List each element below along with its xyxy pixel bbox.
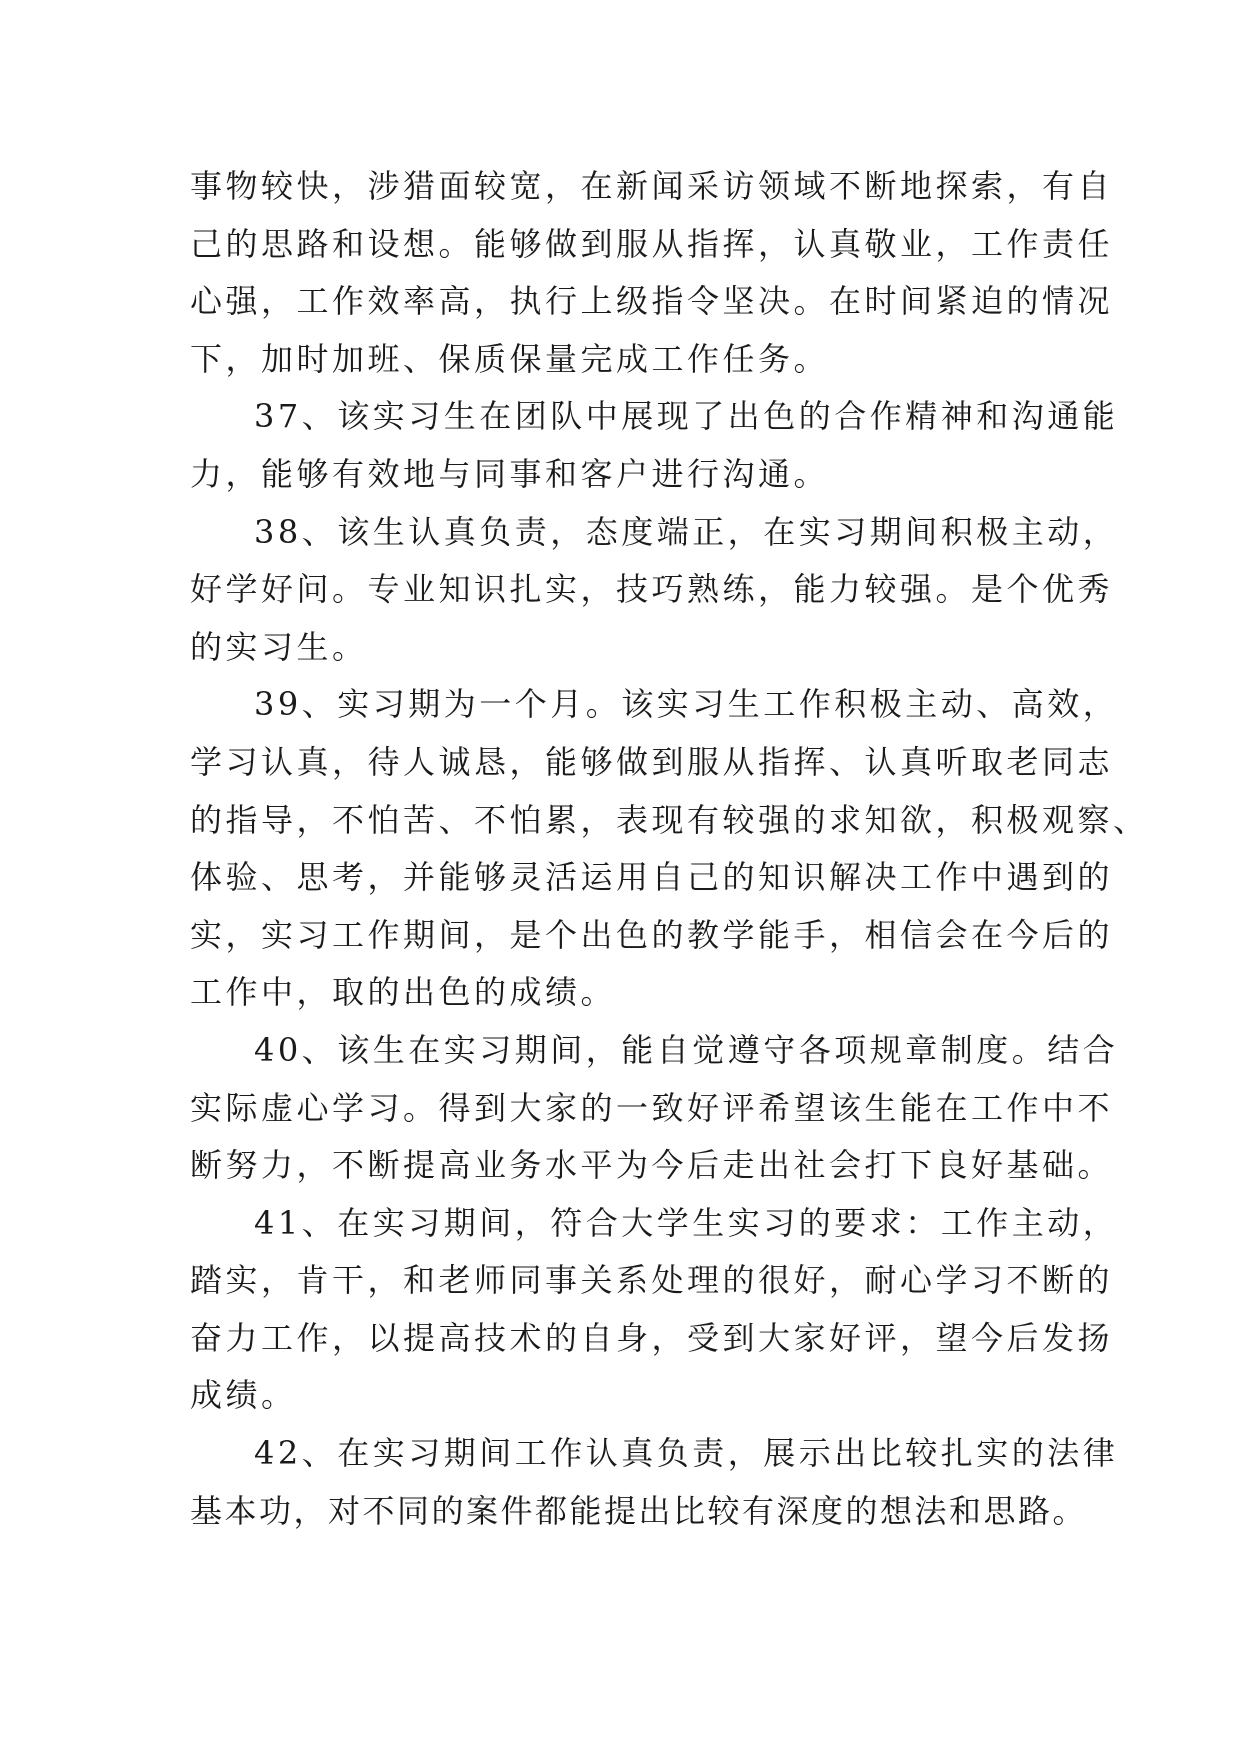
text-line: 学习认真，待人诚恳，能够做到服从指挥、认真听取老同志 <box>190 742 1114 781</box>
text-line: 实际虚心学习。得到大家的一致好评希望该生能在工作中不 <box>190 1088 1114 1127</box>
text-line: 事物较快，涉猎面较宽，在新闻采访领域不断地探索，有自 <box>190 167 1114 205</box>
text-line: 基本功，对不同的案件都能提出比较有深度的想法和思路。 <box>190 1491 1088 1530</box>
paragraph-40-start: 40、该生在实习期间，能自觉遵守各项规章制度。结合 <box>254 1030 1119 1069</box>
paragraph-38-start: 38、该生认真负责，态度端正，在实习期间积极主动， <box>254 512 1119 551</box>
text-line: 好学好问。专业知识扎实，技巧熟练，能力较强。是个优秀 <box>190 570 1114 609</box>
text-line: 工作中，取的出色的成绩。 <box>190 973 617 1012</box>
text-line: 成绩。 <box>190 1376 297 1415</box>
text-line: 体验、思考，并能够灵活运用自己的知识解决工作中遇到的 <box>190 858 1114 897</box>
text-line: 奋力工作，以提高技术的自身，受到大家好评，望今后发扬 <box>190 1318 1114 1357</box>
text-line: 的指导，不怕苦、不怕累，表现有较强的求知欲，积极观察、 <box>190 800 1149 839</box>
paragraph-39-start: 39、实习期为一个月。该实习生工作积极主动、高效， <box>254 685 1119 724</box>
text-line: 下，加时加班、保质保量完成工作任务。 <box>190 339 830 378</box>
text-line: 踏实，肯干，和老师同事关系处理的很好，耐心学习不断的 <box>190 1261 1114 1300</box>
paragraph-37-start: 37、该实习生在团队中展现了出色的合作精神和沟通能 <box>254 397 1119 436</box>
text-line: 力，能够有效地与同事和客户进行沟通。 <box>190 454 830 493</box>
paragraph-42-start: 42、在实习期间工作认真负责，展示出比较扎实的法律 <box>254 1434 1119 1473</box>
text-line: 实，实习工作期间，是个出色的教学能手，相信会在今后的 <box>190 915 1114 954</box>
body-text <box>190 158 1149 1540</box>
text-line: 断努力，不断提高业务水平为今后走出社会打下良好基础。 <box>190 1146 1114 1185</box>
text-line: 心强，工作效率高，执行上级指令坚决。在时间紧迫的情况 <box>190 282 1114 321</box>
paragraph-41-start: 41、在实习期间，符合大学生实习的要求：工作主动， <box>254 1203 1119 1242</box>
text-line: 的实习生。 <box>190 627 368 666</box>
text-line: 己的思路和设想。能够做到服从指挥，认真敬业，工作责任 <box>190 224 1114 263</box>
